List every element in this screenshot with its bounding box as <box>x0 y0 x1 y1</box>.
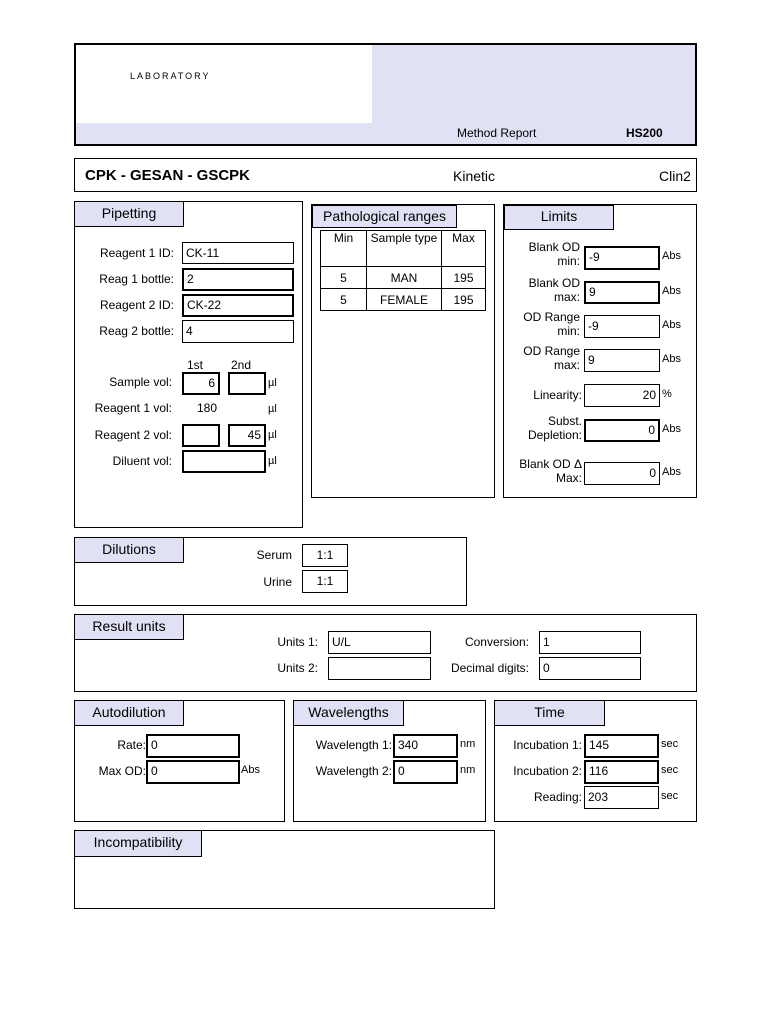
reagent2-vol-label: Reagent 2 vol: <box>94 428 172 442</box>
incompatibility-tab: Incompatibility <box>74 830 202 857</box>
reagent1-id-label: Reagent 1 ID: <box>99 246 174 260</box>
incubation1-unit: sec <box>661 738 679 750</box>
col-2nd-label: 2nd <box>231 358 252 372</box>
reagent1-vol-unit: µl <box>268 403 277 415</box>
reading-field[interactable]: 203 <box>584 786 659 809</box>
units2-field[interactable] <box>328 657 431 680</box>
od-range-min-field[interactable]: -9 <box>584 315 660 338</box>
diluent-vol-label: Diluent vol: <box>112 454 172 468</box>
serum-field[interactable]: 1:1 <box>302 544 348 567</box>
blank-od-max-label: Blank OD max: <box>528 276 580 304</box>
od-range-min-label: OD Range min: <box>523 310 580 338</box>
blank-od-min-unit: Abs <box>662 250 681 262</box>
diluent-vol-field[interactable] <box>182 450 266 473</box>
limits-tab: Limits <box>504 205 614 230</box>
reading-unit: sec <box>661 790 679 802</box>
logo-area <box>76 45 372 123</box>
units2-label: Units 2: <box>277 661 318 675</box>
method-mode: Kinetic <box>453 168 496 184</box>
reading-label: Reading: <box>533 790 582 804</box>
rate-field[interactable]: 0 <box>146 734 240 758</box>
wavelengths-tab: Wavelengths <box>293 700 404 726</box>
col-1st-label: 1st <box>187 358 204 372</box>
decimal-digits-field[interactable]: 0 <box>539 657 641 680</box>
decimal-digits-label: Decimal digits: <box>450 661 529 675</box>
serum-label: Serum <box>256 548 292 562</box>
sample-vol-2-field[interactable] <box>228 372 266 395</box>
max-od-field[interactable]: 0 <box>146 760 240 784</box>
blank-od-delta-label: Blank OD Δ Max: <box>519 457 582 485</box>
blank-od-min-label: Blank OD min: <box>528 240 580 268</box>
blank-od-max-field[interactable]: 9 <box>584 281 660 304</box>
header-max: Max <box>442 231 486 267</box>
pathological-table <box>320 230 486 311</box>
reagent1-id-field[interactable]: CK-11 <box>182 242 294 264</box>
reagent2-vol-unit: µl <box>268 429 277 441</box>
units1-field[interactable]: U/L <box>328 631 431 654</box>
urine-field[interactable]: 1:1 <box>302 570 348 593</box>
rate-label: Rate: <box>117 738 146 752</box>
od-range-max-label: OD Range max: <box>523 344 580 372</box>
blank-od-delta-field[interactable]: 0 <box>584 462 660 485</box>
dilutions-tab: Dilutions <box>74 537 184 563</box>
wavelength2-label: Wavelength 2: <box>315 764 392 778</box>
wavelength2-unit: nm <box>460 764 476 776</box>
wavelength1-label: Wavelength 1: <box>315 738 392 752</box>
wavelength1-field[interactable]: 340 <box>393 734 458 758</box>
header-min: Min <box>321 231 367 267</box>
conversion-label: Conversion: <box>464 635 529 649</box>
header-sample-type: Sample type <box>367 231 442 267</box>
row-max: 195 <box>442 289 486 311</box>
reagent2-vol-1-field[interactable] <box>182 424 220 447</box>
linearity-unit: % <box>662 388 672 400</box>
blank-od-delta-unit: Abs <box>662 466 681 478</box>
method-chemistry: Clin2 <box>659 168 691 184</box>
incubation2-label: Incubation 2: <box>513 764 582 778</box>
od-range-max-unit: Abs <box>662 353 681 365</box>
reag2-bottle-label: Reag 2 bottle: <box>99 324 174 338</box>
blank-od-min-field[interactable]: -9 <box>584 246 660 270</box>
row-min: 5 <box>321 289 367 311</box>
reag2-bottle-field[interactable]: 4 <box>182 320 294 343</box>
row-min: 5 <box>321 267 367 289</box>
units1-label: Units 1: <box>277 635 318 649</box>
reagent2-vol-2-field[interactable]: 45 <box>228 424 266 447</box>
max-od-unit: Abs <box>241 764 260 776</box>
conversion-field[interactable]: 1 <box>539 631 641 654</box>
time-tab: Time <box>494 700 605 726</box>
sample-vol-label: Sample vol: <box>109 375 172 389</box>
reagent2-id-field[interactable]: CK-22 <box>182 294 294 317</box>
method-bar <box>74 158 697 192</box>
reagent1-vol-1-field[interactable]: 180 <box>182 398 220 420</box>
row-max: 195 <box>442 267 486 289</box>
row-type: FEMALE <box>367 289 442 311</box>
report-header <box>74 43 697 146</box>
instrument-id: HS200 <box>626 126 663 140</box>
row-type: MAN <box>367 267 442 289</box>
subst-depletion-label: Subst. Depletion: <box>527 414 582 442</box>
wavelength1-unit: nm <box>460 738 476 750</box>
reag1-bottle-field[interactable]: 2 <box>182 268 294 291</box>
incubation1-field[interactable]: 145 <box>584 734 659 758</box>
table-row <box>321 267 486 289</box>
linearity-label: Linearity: <box>533 388 582 402</box>
reag1-bottle-label: Reag 1 bottle: <box>99 272 174 286</box>
report-title: Method Report <box>457 126 537 140</box>
subst-depletion-unit: Abs <box>662 423 681 435</box>
sample-vol-unit: µl <box>268 377 277 389</box>
sample-vol-1-field[interactable]: 6 <box>182 372 220 395</box>
urine-label: Urine <box>263 575 292 589</box>
od-range-max-field[interactable]: 9 <box>584 349 660 372</box>
diluent-vol-unit: µl <box>268 455 277 467</box>
incubation2-unit: sec <box>661 764 679 776</box>
pipetting-tab: Pipetting <box>74 201 184 227</box>
wavelength2-field[interactable]: 0 <box>393 760 458 784</box>
max-od-label: Max OD: <box>98 764 146 778</box>
od-range-min-unit: Abs <box>662 319 681 331</box>
incubation1-label: Incubation 1: <box>513 738 582 752</box>
linearity-field[interactable]: 20 <box>584 384 660 407</box>
reagent1-vol-label: Reagent 1 vol: <box>94 401 172 415</box>
blank-od-max-unit: Abs <box>662 285 681 297</box>
method-name: CPK - GESAN - GSCPK <box>85 167 251 184</box>
result-units-tab: Result units <box>74 614 184 640</box>
table-row <box>321 289 486 311</box>
reagent2-id-label: Reagent 2 ID: <box>99 298 174 312</box>
pathological-tab: Pathological ranges <box>312 205 457 228</box>
lab-logo: LABORATORY <box>130 71 211 81</box>
subst-depletion-field[interactable]: 0 <box>584 419 660 442</box>
incubation2-field[interactable]: 116 <box>584 760 659 784</box>
autodilution-tab: Autodilution <box>74 700 184 726</box>
table-header-row <box>321 231 486 267</box>
